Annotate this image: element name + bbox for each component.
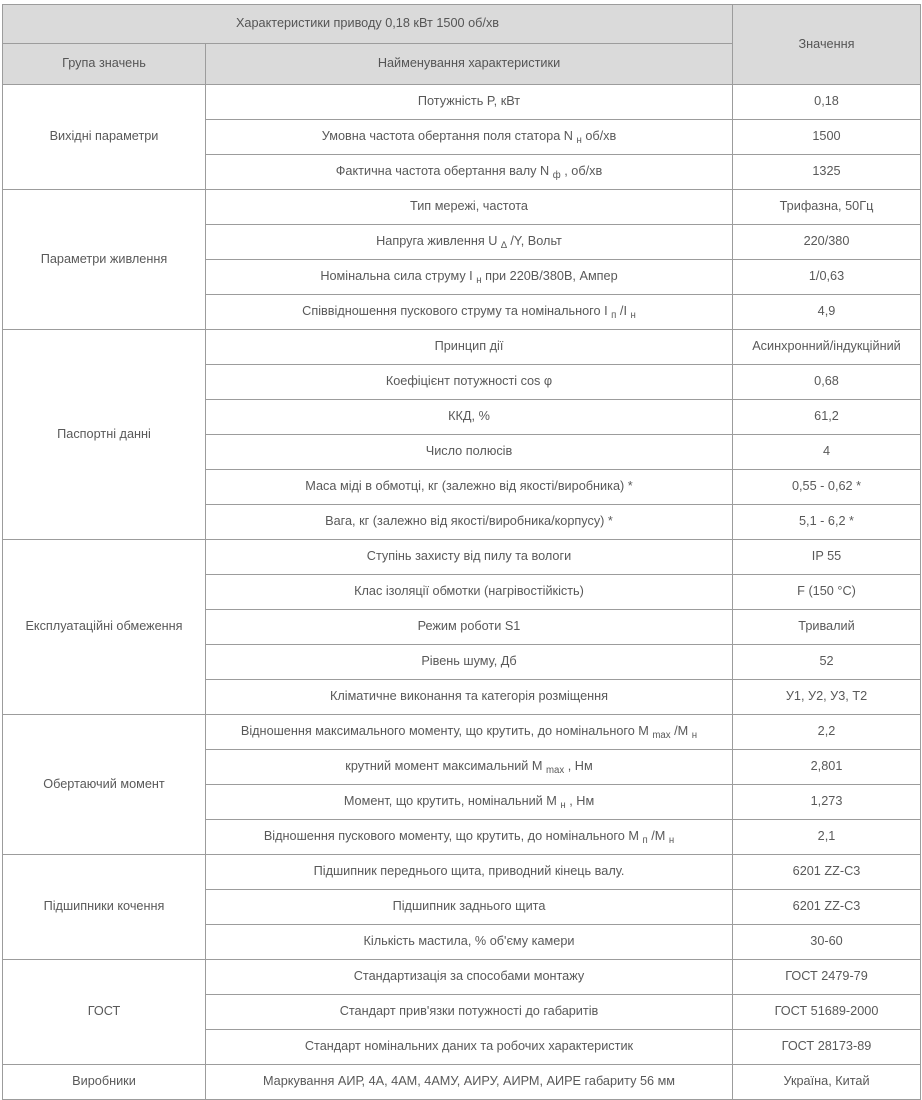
characteristic-name-cell: крутний момент максимальний M $_{max}$ , Нм bbox=[206, 750, 733, 785]
group-label-cell: Експлуатаційні обмеження bbox=[3, 540, 206, 715]
characteristic-name-cell: ККД, % bbox=[206, 400, 733, 435]
characteristic-name-cell: Підшипник заднього щита bbox=[206, 890, 733, 925]
characteristic-value-cell: Тривалий bbox=[733, 610, 921, 645]
characteristic-name-cell: Підшипник переднього щита, приводний кінець валу. bbox=[206, 855, 733, 890]
group-label-cell: ГОСТ bbox=[3, 960, 206, 1065]
characteristic-name-cell: Умовна частота обертання поля статора N $_н$ об/хв bbox=[206, 120, 733, 155]
column-header-group: Група значень bbox=[3, 44, 206, 85]
group-label-cell: Паспортні данні bbox=[3, 330, 206, 540]
characteristic-value-cell: 61,2 bbox=[733, 400, 921, 435]
characteristic-name-cell: Стандарт номінальних даних та робочих характеристик bbox=[206, 1030, 733, 1065]
characteristic-value-cell: 220/380 bbox=[733, 225, 921, 260]
characteristic-value-cell: ГОСТ 2479-79 bbox=[733, 960, 921, 995]
characteristic-name-cell: Момент, що крутить, номінальний M $_н$ , Нм bbox=[206, 785, 733, 820]
characteristic-value-cell: 4 bbox=[733, 435, 921, 470]
characteristic-value-cell: 4,9 bbox=[733, 295, 921, 330]
characteristic-name-cell: Стандарт прив'язки потужності до габаритів bbox=[206, 995, 733, 1030]
characteristic-name-cell: Стандартизація за способами монтажу bbox=[206, 960, 733, 995]
characteristic-name-cell: Рівень шуму, Дб bbox=[206, 645, 733, 680]
characteristic-name-cell: Кількість мастила, % об'єму камери bbox=[206, 925, 733, 960]
characteristic-value-cell: F (150 °C) bbox=[733, 575, 921, 610]
characteristic-value-cell: Україна, Китай bbox=[733, 1065, 921, 1100]
characteristic-value-cell: 6201 ZZ-C3 bbox=[733, 855, 921, 890]
characteristic-name-cell: Клас ізоляції обмотки (нагрівостійкість) bbox=[206, 575, 733, 610]
characteristic-name-cell: Відношення пускового моменту, що крутить, до номінального M $_п$ /M $_н$ bbox=[206, 820, 733, 855]
characteristic-value-cell: 1325 bbox=[733, 155, 921, 190]
table-header-title-row bbox=[3, 5, 921, 44]
specification-table bbox=[2, 4, 921, 1100]
characteristic-name-cell: Коефіцієнт потужності cos φ bbox=[206, 365, 733, 400]
table-row bbox=[3, 190, 921, 225]
group-label-cell: Виробники bbox=[3, 1065, 206, 1100]
characteristic-value-cell: Асинхронний/індукційний bbox=[733, 330, 921, 365]
characteristic-name-cell: Вага, кг (залежно від якості/виробника/корпусу) * bbox=[206, 505, 733, 540]
group-label-cell: Обертаючий момент bbox=[3, 715, 206, 855]
characteristic-value-cell: 2,1 bbox=[733, 820, 921, 855]
characteristic-value-cell: ГОСТ 51689-2000 bbox=[733, 995, 921, 1030]
table-row bbox=[3, 1065, 921, 1100]
characteristic-value-cell: 5,1 - 6,2 * bbox=[733, 505, 921, 540]
characteristic-value-cell: IP 55 bbox=[733, 540, 921, 575]
characteristic-value-cell: 6201 ZZ-C3 bbox=[733, 890, 921, 925]
characteristic-name-cell: Тип мережі, частота bbox=[206, 190, 733, 225]
characteristic-name-cell: Принцип дії bbox=[206, 330, 733, 365]
characteristic-value-cell: 1500 bbox=[733, 120, 921, 155]
characteristic-name-cell: Відношення максимального моменту, що крутить, до номінального M $_{max}$ /M $_н$ bbox=[206, 715, 733, 750]
group-label-cell: Підшипники кочення bbox=[3, 855, 206, 960]
table-row bbox=[3, 715, 921, 750]
table-row bbox=[3, 330, 921, 365]
table-title: Характеристики приводу 0,18 кВт 1500 об/хв bbox=[3, 5, 733, 44]
characteristic-name-cell: Фактична частота обертання валу N $_ф$ , об/хв bbox=[206, 155, 733, 190]
characteristic-value-cell: 2,801 bbox=[733, 750, 921, 785]
characteristic-value-cell: 0,55 - 0,62 * bbox=[733, 470, 921, 505]
characteristic-value-cell: 1,273 bbox=[733, 785, 921, 820]
characteristic-value-cell: 1/0,63 bbox=[733, 260, 921, 295]
characteristic-name-cell: Маркування АИР, 4А, 4АМ, 4АМУ, АИРУ, АИРМ, АИРЕ габариту 56 мм bbox=[206, 1065, 733, 1100]
table-row bbox=[3, 85, 921, 120]
characteristic-name-cell: Напруга живлення U $_\Delta$ /Y, Вольт bbox=[206, 225, 733, 260]
characteristic-name-cell: Співвідношення пускового струму та номінального I $_п$ /I $_н$ bbox=[206, 295, 733, 330]
table-row bbox=[3, 960, 921, 995]
table-header bbox=[3, 5, 921, 85]
table-row bbox=[3, 540, 921, 575]
characteristic-value-cell: 0,68 bbox=[733, 365, 921, 400]
column-header-name: Найменування характеристики bbox=[206, 44, 733, 85]
table-body bbox=[3, 85, 921, 1100]
characteristic-name-cell: Число полюсів bbox=[206, 435, 733, 470]
characteristic-value-cell: Трифазна, 50Гц bbox=[733, 190, 921, 225]
group-label-cell: Параметри живлення bbox=[3, 190, 206, 330]
column-header-value: Значення bbox=[733, 5, 921, 85]
characteristic-value-cell: 0,18 bbox=[733, 85, 921, 120]
characteristic-name-cell: Потужність P, кВт bbox=[206, 85, 733, 120]
characteristic-value-cell: У1, У2, У3, Т2 bbox=[733, 680, 921, 715]
characteristic-value-cell: 52 bbox=[733, 645, 921, 680]
characteristic-name-cell: Номінальна сила струму I $_н$ при 220В/380В, Ампер bbox=[206, 260, 733, 295]
characteristic-value-cell: 30-60 bbox=[733, 925, 921, 960]
characteristic-name-cell: Режим роботи S1 bbox=[206, 610, 733, 645]
characteristic-name-cell: Кліматичне виконання та категорія розміщення bbox=[206, 680, 733, 715]
characteristic-value-cell: 2,2 bbox=[733, 715, 921, 750]
characteristic-name-cell: Ступінь захисту від пилу та вологи bbox=[206, 540, 733, 575]
group-label-cell: Вихідні параметри bbox=[3, 85, 206, 190]
table-row bbox=[3, 855, 921, 890]
characteristic-value-cell: ГОСТ 28173-89 bbox=[733, 1030, 921, 1065]
characteristic-name-cell: Маса міді в обмотці, кг (залежно від якості/виробника) * bbox=[206, 470, 733, 505]
